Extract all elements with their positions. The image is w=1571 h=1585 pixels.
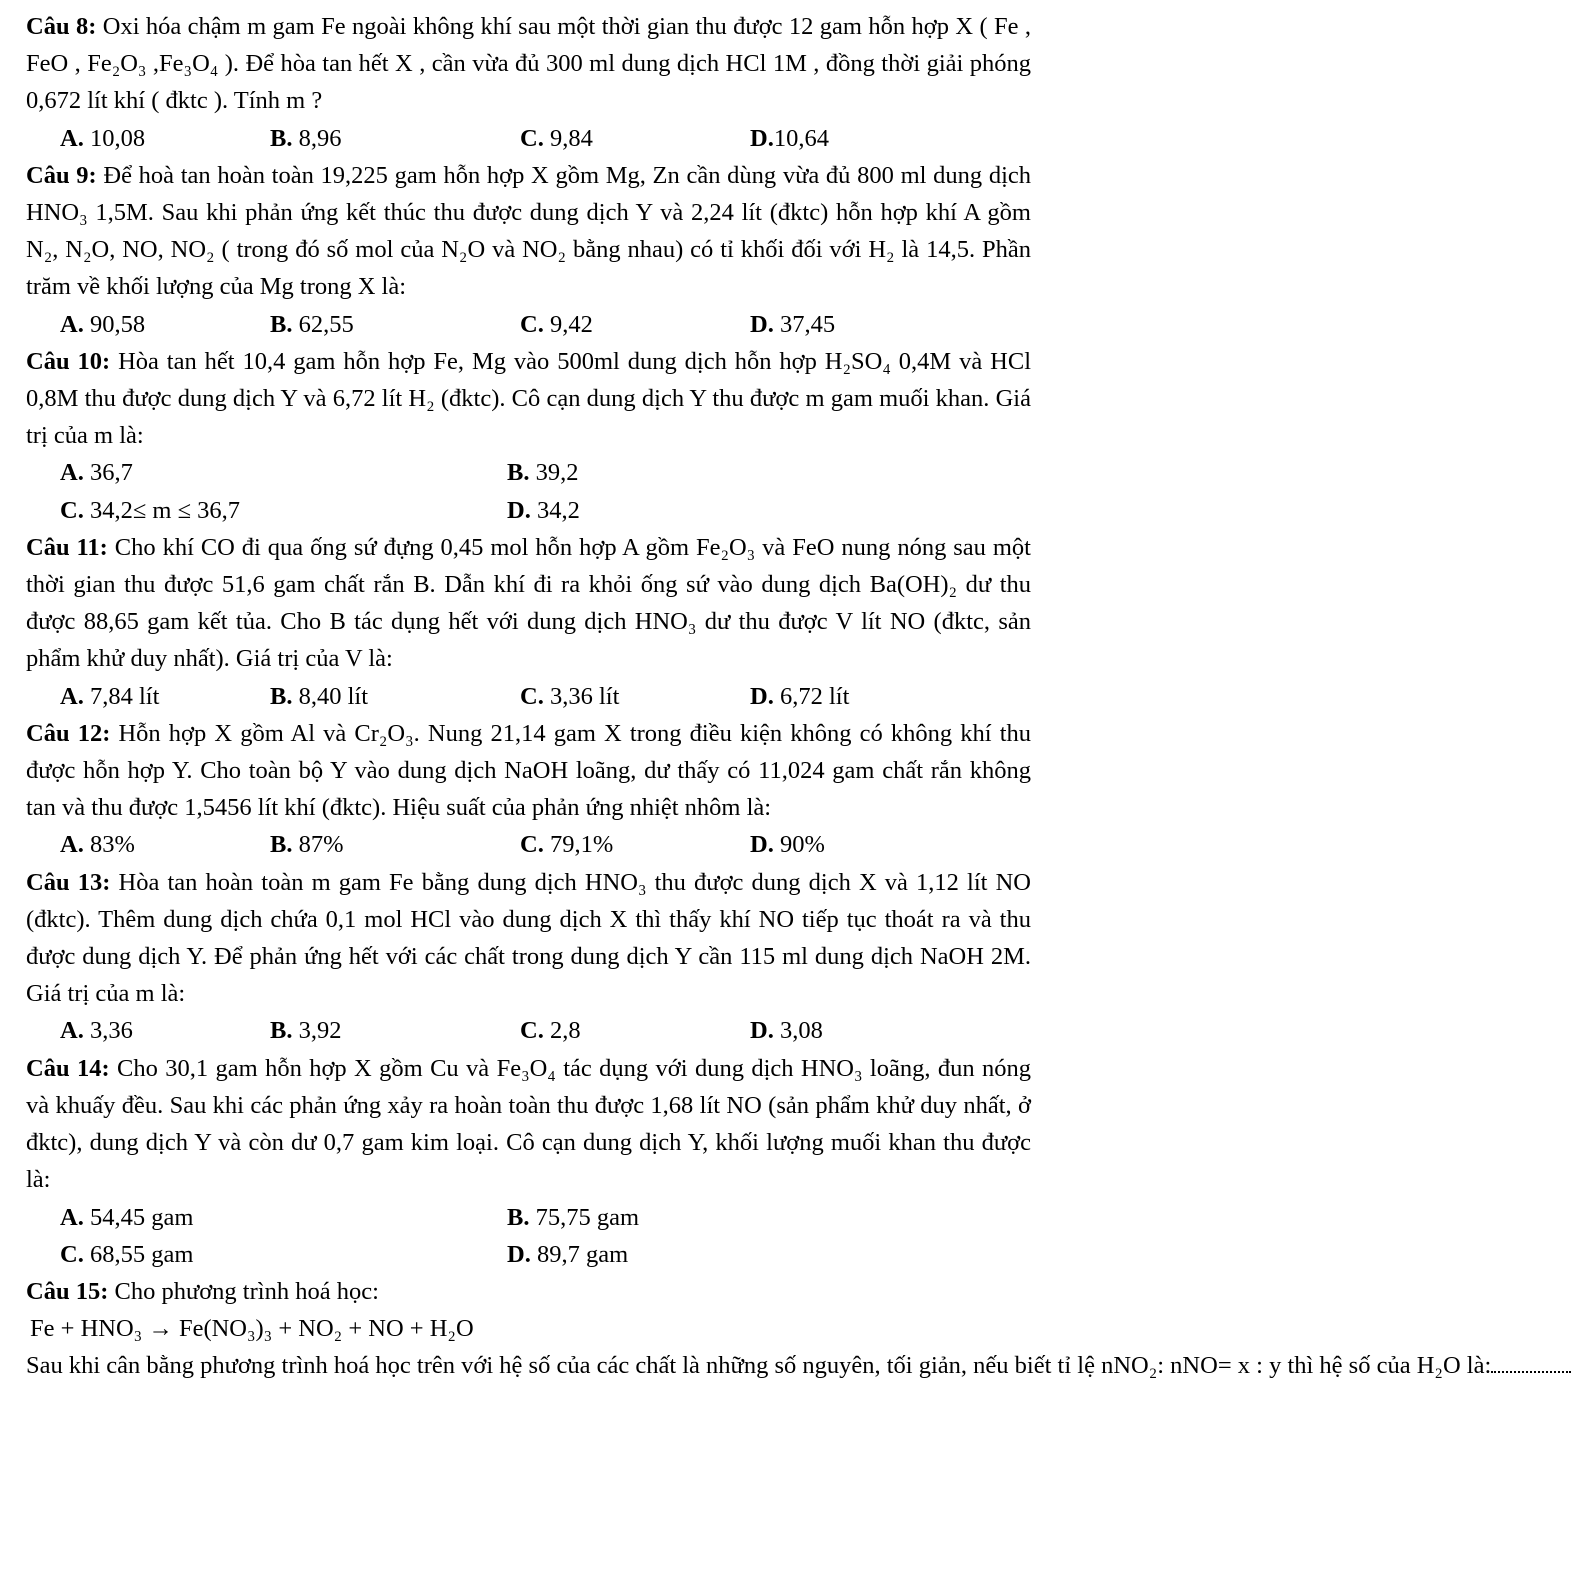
- option-value: 8,96: [298, 124, 342, 152]
- option-value: 83%: [89, 831, 135, 859]
- question-label: Câu 9:: [26, 161, 97, 189]
- continuation-text: Sau khi cân bằng phương trình hoá học trên với hệ số của các chất là những số nguyên, tối giản, nếu biết tỉ lệ nNO₂: nNO= x : y thì hệ số của H₂O là:: [26, 1352, 1492, 1380]
- option-c: [60, 1236, 507, 1273]
- answer-options: [26, 1012, 1031, 1049]
- question-label: Câu 8:: [26, 13, 97, 40]
- option-letter: A.: [60, 831, 84, 859]
- option-letter: C.: [520, 124, 544, 152]
- option-letter: B.: [507, 459, 530, 487]
- option-value: 3,92: [298, 1017, 342, 1045]
- question-label: Câu 14:: [26, 1054, 110, 1082]
- option-c: [520, 120, 750, 157]
- option-letter: D.: [507, 1240, 531, 1268]
- option-letter: C.: [60, 1240, 84, 1268]
- question-15: [26, 1273, 1492, 1385]
- option-value: 7,84 lít: [89, 682, 160, 710]
- option-a: [60, 1199, 507, 1236]
- option-value: 89,7 gam: [536, 1240, 629, 1268]
- option-c: [60, 492, 507, 529]
- question-body: Hỗn hợp X gồm Al và Cr₂O₃. Nung 21,14 gam X trong điều kiện không có không khí thu được hỗn hợp Y. Cho toàn bộ Y vào dung dịch NaOH loãng, dư thấy có 11,024 gam chất rắn không tan và thu được 1,5456 lít khí (đktc). Hiệu suất của phản ứng nhiệt nhôm là:: [26, 719, 1031, 822]
- question-body: Hòa tan hoàn toàn m gam Fe bằng dung dịch HNO₃ thu được dung dịch X và 1,12 lít NO (đktc). Thêm dung dịch chứa 0,1 mol HCl vào dung dịch X thì thấy khí NO tiếp tục thoát ra và thu được dung dịch Y. Để phản ứng hết với các chất trong dung dịch Y cần 115 ml dung dịch NaOH 2M. Giá trị của m là:: [26, 868, 1031, 1008]
- option-c: [520, 1012, 750, 1049]
- option-letter: B.: [507, 1203, 530, 1231]
- option-value: 34,2≤ m ≤ 36,7: [89, 496, 241, 524]
- question-text: [26, 157, 1031, 306]
- question-body: Hòa tan hết 10,4 gam hỗn hợp Fe, Mg vào 500ml dung dịch hỗn hợp H₂SO₄ 0,4M và HCl 0,8M thu được dung dịch Y và 6,72 lít H₂ (đktc). Cô cạn dung dịch Y thu được m gam muối khan. Giá trị của m là:: [26, 347, 1032, 450]
- option-c: [520, 678, 750, 715]
- option-letter: A.: [60, 1203, 84, 1231]
- question-text: [26, 864, 1031, 1013]
- option-a: [60, 826, 270, 863]
- option-value: 3,36 lít: [549, 682, 620, 710]
- answer-blank: [1491, 1371, 1571, 1373]
- question-text: [26, 1050, 1031, 1199]
- option-letter: A.: [60, 1017, 84, 1045]
- option-d: [507, 492, 954, 529]
- option-d: [750, 826, 950, 863]
- answer-options: [26, 826, 1031, 863]
- option-value: 9,84: [549, 124, 593, 152]
- option-d: [750, 120, 950, 157]
- option-letter: D.: [750, 124, 774, 152]
- option-letter: B.: [270, 124, 293, 152]
- option-c: [520, 306, 750, 343]
- question-body: Để hoà tan hoàn toàn 19,225 gam hỗn hợp X gồm Mg, Zn cần dùng vừa đủ 800 ml dung dịch HNO₃ 1,5M. Sau khi phản ứng kết thúc thu được dung dịch Y và 2,24 lít (đktc) hỗn hợp khí A gồm N₂, N₂O, NO, NO₂ ( trong đó số mol của N₂O và NO₂ bằng nhau) có tỉ khối đối với H₂ là 14,5. Phần trăm về khối lượng của Mg trong X là:: [26, 161, 1032, 301]
- option-a: [60, 306, 270, 343]
- option-b: [270, 120, 520, 157]
- option-letter: C.: [520, 1017, 544, 1045]
- option-b: [507, 454, 954, 491]
- option-letter: A.: [60, 459, 84, 487]
- option-letter: D.: [507, 496, 531, 524]
- option-letter: A.: [60, 124, 84, 152]
- option-d: [750, 678, 950, 715]
- option-d: [750, 306, 950, 343]
- option-value: 87%: [298, 831, 344, 859]
- option-value: 90%: [779, 831, 825, 859]
- question-text: [26, 529, 1031, 678]
- question-14: [26, 1050, 1031, 1273]
- option-value: 9,42: [549, 310, 593, 338]
- answer-options: [26, 1199, 1031, 1273]
- question-continuation: [26, 1347, 1492, 1384]
- option-value: 68,55 gam: [89, 1240, 194, 1268]
- option-value: 90,58: [89, 310, 146, 338]
- option-value: 37,45: [779, 310, 836, 338]
- option-a: [60, 454, 507, 491]
- option-letter: A.: [60, 310, 84, 338]
- option-d: [507, 1236, 954, 1273]
- option-letter: D.: [750, 1017, 774, 1045]
- option-value: 10,64: [773, 124, 829, 152]
- question-label: Câu 10:: [26, 347, 111, 375]
- option-letter: B.: [270, 310, 293, 338]
- option-value: 54,45 gam: [89, 1203, 194, 1231]
- option-value: 8,40 lít: [298, 682, 369, 710]
- option-letter: B.: [270, 682, 293, 710]
- question-label: Câu 12:: [26, 719, 111, 747]
- option-value: 3,36: [89, 1017, 133, 1045]
- chemical-equation: Fe + HNO₃ → Fe(NO₃)₃ + NO₂ + NO + H₂O: [30, 1315, 474, 1343]
- option-value: 34,2: [536, 496, 580, 524]
- question-text: [26, 1273, 1031, 1310]
- option-b: [270, 826, 520, 863]
- option-value: 39,2: [535, 459, 579, 487]
- option-letter: C.: [60, 496, 84, 524]
- question-label: Câu 15:: [26, 1277, 109, 1305]
- question-12: [26, 715, 1031, 864]
- option-b: [507, 1199, 954, 1236]
- option-letter: D.: [750, 682, 774, 710]
- option-letter: C.: [520, 682, 544, 710]
- answer-options: [26, 120, 1031, 157]
- option-value: 62,55: [298, 310, 354, 338]
- option-value: 3,08: [779, 1017, 823, 1045]
- option-letter: A.: [60, 682, 84, 710]
- question-8: [26, 8, 1031, 157]
- answer-options: [26, 306, 1031, 343]
- option-d: [750, 1012, 950, 1049]
- option-letter: D.: [750, 310, 774, 338]
- option-letter: C.: [520, 310, 544, 338]
- question-body: Cho khí CO đi qua ống sứ đựng 0,45 mol hỗn hợp A gồm Fe₂O₃ và FeO nung nóng sau một thời gian thu được 51,6 gam chất rắn B. Dẫn khí đi ra khỏi ống sứ vào dung dịch Ba(OH)₂ dư thu được 88,65 gam kết tủa. Cho B tác dụng hết với dung dịch HNO₃ dư thu được V lít NO (đktc, sản phẩm khử duy nhất). Giá trị của V là:: [26, 533, 1031, 673]
- option-b: [270, 1012, 520, 1049]
- option-value: 75,75 gam: [535, 1203, 640, 1231]
- answer-options: [26, 678, 1031, 715]
- option-value: 6,72 lít: [779, 682, 850, 710]
- option-letter: B.: [270, 831, 293, 859]
- option-value: 10,08: [89, 124, 146, 152]
- answer-options: [26, 454, 1031, 528]
- question-9: [26, 157, 1031, 343]
- question-text: [26, 8, 1031, 120]
- option-letter: B.: [270, 1017, 293, 1045]
- question-body: Cho 30,1 gam hỗn hợp X gồm Cu và Fe₃O₄ tác dụng với dung dịch HNO₃ loãng, đun nóng và khuấy đều. Sau khi các phản ứng xảy ra hoàn toàn thu được 1,68 lít NO (sản phẩm khử duy nhất, ở đktc), dung dịch Y và còn dư 0,7 gam kim loại. Cô cạn dung dịch Y, khối lượng muối khan thu được là:: [26, 1054, 1031, 1194]
- question-text: [26, 715, 1031, 827]
- option-a: [60, 120, 270, 157]
- question-11: [26, 529, 1031, 715]
- question-text: [26, 343, 1031, 455]
- option-value: 2,8: [549, 1017, 581, 1045]
- question-body: Oxi hóa chậm m gam Fe ngoài không khí sau một thời gian thu được 12 gam hỗn hợp X ( Fe , FeO , Fe₂O₃ ,Fe₃O₄ ). Để hòa tan hết X , cần vừa đủ 300 ml dung dịch HCl 1M , đồng thời giải phóng 0,672 lít khí ( đktc ). Tính m ?: [26, 13, 1031, 115]
- question-label: Câu 11:: [26, 533, 108, 561]
- option-a: [60, 678, 270, 715]
- question-13: [26, 864, 1031, 1050]
- option-letter: D.: [750, 831, 774, 859]
- option-b: [270, 306, 520, 343]
- option-value: 79,1%: [549, 831, 614, 859]
- question-10: [26, 343, 1031, 529]
- option-a: [60, 1012, 270, 1049]
- option-c: [520, 826, 750, 863]
- option-letter: C.: [520, 831, 544, 859]
- question-label: Câu 13:: [26, 868, 111, 896]
- option-b: [270, 678, 520, 715]
- option-value: 36,7: [89, 459, 133, 487]
- question-body: Cho phương trình hoá học:: [114, 1277, 379, 1305]
